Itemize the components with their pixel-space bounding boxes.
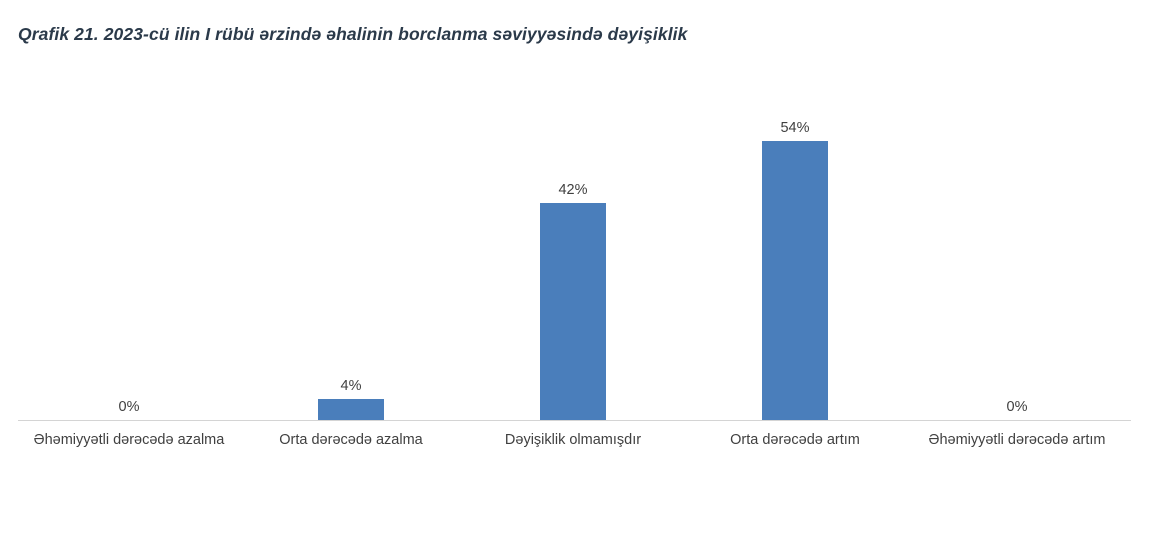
bar-group bbox=[240, 110, 462, 420]
bar-rect bbox=[762, 141, 828, 420]
bar-value-label: 54% bbox=[780, 119, 810, 136]
bar-rect bbox=[540, 203, 606, 420]
x-axis-line bbox=[18, 420, 1131, 421]
x-axis-labels bbox=[18, 430, 1128, 451]
x-axis-tick-label: Orta dərəcədə artım bbox=[730, 432, 860, 448]
bar-value-label: 42% bbox=[558, 181, 588, 198]
x-axis-tick-label: Əhəmiyyətli dərəcədə azalma bbox=[33, 432, 225, 448]
bar-value-label: 4% bbox=[340, 377, 362, 394]
plot-area bbox=[18, 110, 1128, 420]
bar-group bbox=[18, 110, 240, 420]
x-axis-tick-label: Dəyişiklik olmamışdır bbox=[504, 432, 642, 448]
bar-group bbox=[684, 110, 906, 420]
bar-group bbox=[906, 110, 1128, 420]
bar-group bbox=[462, 110, 684, 420]
bar-rect bbox=[318, 399, 384, 420]
x-axis-tick-label: Əhəmiyyətli dərəcədə artım bbox=[928, 432, 1106, 448]
x-axis-tick-label: Orta dərəcədə azalma bbox=[279, 432, 423, 448]
bar-series bbox=[18, 110, 1128, 420]
bar-value-label: 0% bbox=[1006, 398, 1028, 415]
bar-value-label: 0% bbox=[118, 398, 140, 415]
page-title: Qrafik 21. 2023-cü ilin I rübü ərzində əhalinin borclanma səviyyəsində dəyişiklik bbox=[18, 24, 688, 44]
